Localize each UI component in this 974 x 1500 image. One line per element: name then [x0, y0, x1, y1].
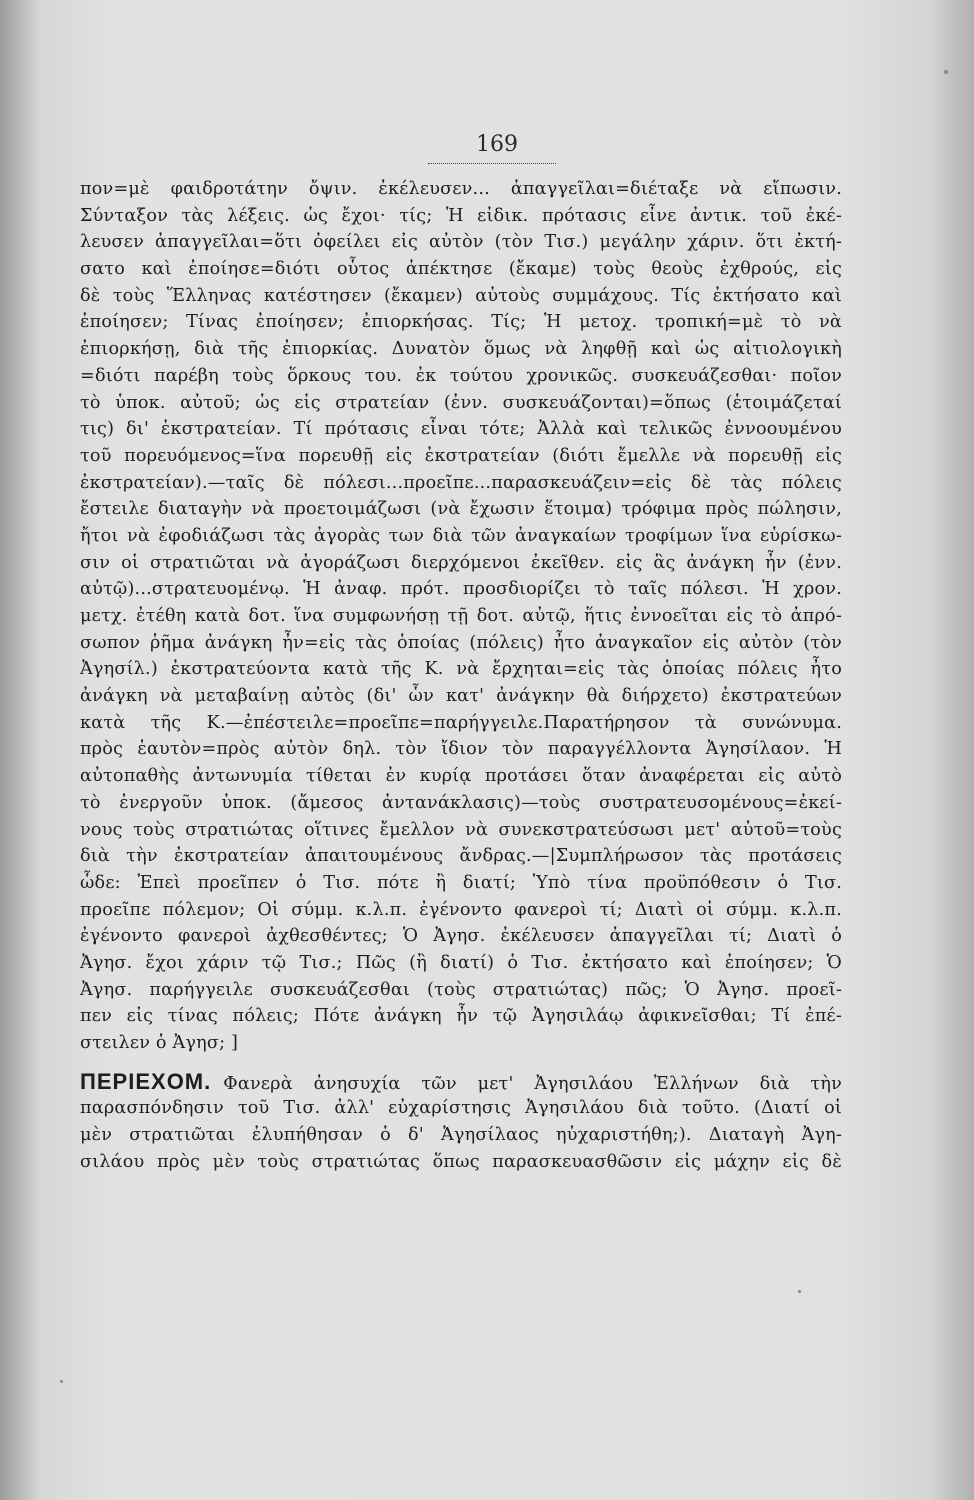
text-line: νους τοὺς στρατιώτας οἵτινες ἔμελλον νὰ συνεκστρατεύσωσι μετ' αὐτοῦ=τοὺς [80, 819, 842, 840]
text-line: μετχ. ἐτέθη κατὰ δοτ. ἵνα συμφωνήσῃ τῇ δοτ. αὐτῷ, ἥτις ἐννοεῖται εἰς τὸ ἀπρό- [80, 606, 842, 626]
text-line: σατο καὶ ἐποίησε=διότι οὗτος ἀπέκτησε (ἔκαμε) τοὺς θεοὺς ἐχθρούς, εἰς [80, 259, 842, 280]
text-line: ἤτοι νὰ ἐφοδιάζωσι τὰς ἀγορὰς των διὰ τῶν ἀναγκαίων τροφίμων ἵνα εὑρίσκω- [80, 525, 842, 546]
text-line: ἀνάγκη νὰ μεταβαίνῃ αὐτὸς (δι' ὧν κατ' ἀνάγκην θὰ διήρχετο) ἐκστρατεύων [80, 686, 842, 707]
scan-speck [60, 1380, 63, 1383]
text-line: ἔστειλε διαταγὴν νὰ προετοιμάζωσι (νὰ ἔχωσιν ἕτοιμα) τρόφιμα πρὸς πώλησιν, [80, 499, 842, 520]
text-line: δὲ τοὺς Ἕλληνας κατέστησεν (ἔκαμεν) αὐτοὺς συμμάχους. Τίς ἐκτήσατο καὶ [80, 285, 842, 306]
text-line: τις) δι' ἐκστρατείαν. Τί πρότασις εἶναι τότε; Ἀλλὰ καὶ τελικῶς ἐννοουμένου [80, 419, 842, 440]
text-line: τοῦ πορευόμενος=ἵνα πορευθῇ εἰς ἐκστρατείαν (διότι ἔμελλε νὰ πορευθῇ εἰς [80, 445, 842, 466]
text-line: τὸ ὑποκ. αὐτοῦ; ὡς εἰς στρατείαν (ἐνν. συσκευάζονται)=ὅπως (ἑτοιμάζεταί [80, 392, 842, 413]
text-line: Σύνταξον τὰς λέξεις. ὡς ἔχοι· τίς; Ἡ εἰδικ. πρότασις εἶνε ἀντικ. τοῦ ἐκέ- [80, 205, 842, 226]
text-line: πον=μὲ φαιδροτάτην ὄψιν. ἐκέλευσεν... ἀπαγγεῖλαι=διέταξε νὰ εἴπωσιν. [80, 179, 842, 199]
text-line: ὧδε: Ἐπεὶ προεῖπεν ὁ Τισ. πότε ἢ διατί; Ὑπὸ τίνα προϋπόθεσιν ὁ Τισ. [80, 872, 842, 893]
page-number-rule [428, 163, 556, 164]
paragraph-gap [80, 1057, 842, 1069]
text-line: τὸ ἐνεργοῦν ὑποκ. (ἄμεσος ἀντανάκλασις)—τοὺς συστρατευσομένους=ἐκεί- [80, 792, 842, 813]
text-line: σιλάου πρὸς μὲν τοὺς στρατιώτας ὅπως παρασκευασθῶσιν εἰς μάχην εἰς δὲ [80, 1151, 842, 1172]
text-line: ἐπιορκήσῃ, διὰ τῆς ἐπιορκίας. Δυνατὸν ὅμως νὰ ληφθῇ καὶ ὡς αἰτιολογικὴ [80, 339, 842, 360]
text-line: σωπον ῥῆμα ἀνάγκη ἦν=εἰς τὰς ὁποίας (πόλεις) ἦτο ἀναγκαῖον εἰς αὐτὸν (τὸν [80, 632, 842, 653]
page-number: 169 [476, 132, 518, 157]
text-line: Ἀγησ. παρήγγειλε συσκευάζεσθαι (τοὺς στρατιώτας) πῶς; Ὁ Ἀγησ. προεῖ- [80, 979, 842, 1000]
section-first-line: Φανερὰ ἀνησυχία τῶν μετ' Ἀγησιλάου Ἑλλήνων διὰ τὴν [223, 1073, 842, 1094]
text-line: μὲν στρατιῶται ἐλυπήθησαν ὁ δ' Ἀγησίλαος ηὐχαριστήθη;). Διαταγὴ Ἀγη- [80, 1125, 842, 1146]
scan-speck [944, 70, 948, 74]
text-line: στειλεν ὁ Ἀγησ; ] [80, 1033, 239, 1053]
text-line: Ἀγησ. ἔχοι χάριν τῷ Τισ.; Πῶς (ἢ διατί) ὁ Τισ. ἐκτήσατο καὶ ἐποίησεν; Ὁ [80, 952, 842, 973]
text-line: ἐποίησεν; Τίνας ἐποίησεν; ἐπιορκήσας. Τίς; Ἡ μετοχ. τροπική=μὲ τὸ νὰ [80, 312, 842, 333]
text-line: σιν οἱ στρατιῶται νὰ ἀγοράζωσι διερχόμενοι ἐκεῖθεν. εἰς ἃς ἀνάγκη ἦν (ἐνν. [80, 552, 842, 573]
text-line-with-heading [80, 1069, 842, 1096]
text-line: πρὸς ἑαυτὸν=πρὸς αὐτὸν δηλ. τὸν ἴδιον τὸν παραγγέλλοντα Ἀγησίλαον. Ἡ [80, 739, 842, 760]
paragraph-1 [80, 176, 842, 1057]
text-line: ἐγένοντο φανεροὶ ἀχθεσθέντες; Ὁ Ἀγησ. ἐκέλευσεν ἀπαγγεῖλαι τί; Διατὶ ὁ [80, 926, 842, 947]
paragraph-2 [80, 1069, 842, 1176]
page-body [80, 176, 842, 1175]
text-line: διὰ τὴν ἐκστρατείαν ἀπαιτουμένους ἄνδρας.—|Συμπλήρωσον τὰς προτάσεις [80, 846, 842, 867]
text-line: αὐτοπαθὴς ἀντωνυμία τίθεται ἐν κυρίᾳ προτάσει ὅταν ἀναφέρεται εἰς αὐτὸ [80, 766, 842, 787]
text-line: αὐτῷ)...στρατευομένῳ. Ἡ ἀναφ. πρότ. προσδιορίζει τὸ ταῖς πόλεσι. Ἡ χρον. [80, 579, 842, 600]
text-line: =διότι παρέβη τοὺς ὅρκους του. ἐκ τούτου χρονικῶς. συσκευάζεσθαι· ποῖον [80, 365, 842, 386]
text-line: κατὰ τῆς Κ.—ἐπέστειλε=προεῖπε=παρήγγειλε.Παρατήρησον τὰ συνώνυμα. [80, 712, 842, 733]
section-heading: ΠΕΡΙΕΧΟΜ. [80, 1068, 212, 1094]
text-line: λευσεν ἀπαγγεῖλαι=ὅτι ὀφείλει εἰς αὐτὸν (τὸν Τισ.) μεγάλην χάριν. ὅτι ἐκτή- [80, 232, 842, 253]
text-line: ἐκστρατείαν).—ταῖς δὲ πόλεσι...προεῖπε...παρασκευάζειν=εἰς δὲ τὰς πόλεις [80, 472, 842, 493]
scan-speck [798, 1290, 801, 1293]
text-line: προεῖπε πόλεμον; Οἱ σύμμ. κ.λ.π. ἐγένοντο φανεροὶ τί; Διατὶ οἱ σύμμ. κ.λ.π. [80, 899, 842, 920]
text-line: παρασπόνδησιν τοῦ Τισ. ἀλλ' εὐχαρίστησις Ἀγησιλάου διὰ τοῦτο. (Διατί οἱ [80, 1098, 842, 1119]
text-line: πεν εἰς τίνας πόλεις; Πότε ἀνάγκη ἦν τῷ Ἀγησιλάῳ ἀφικνεῖσθαι; Τί ἐπέ- [80, 1006, 842, 1027]
text-line: Ἀγησίλ.) ἐκστρατεύοντα κατὰ τῆς Κ. νὰ ἔρχηται=εἰς τὰς ὁποίας πόλεις ἦτο [80, 659, 842, 680]
